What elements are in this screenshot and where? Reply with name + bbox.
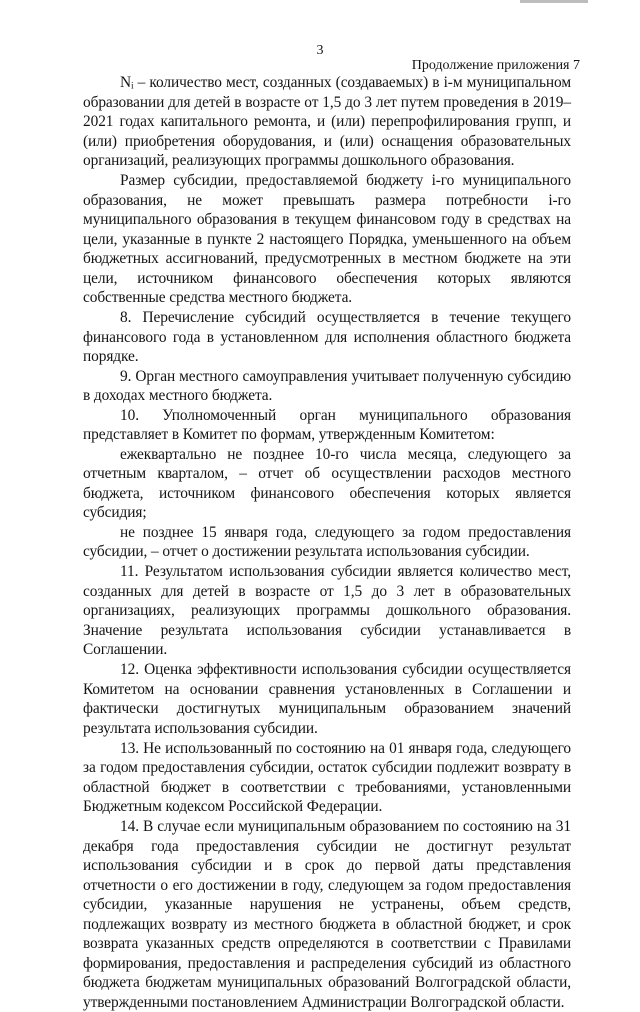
paragraph-14: 14. В случае если муниципальным образованием по состоянию на 31 декабря года предоставления субсидии не достигнут результат использования субсидии и в срок до первой даты представления отчетности о его достижении в году, следующем за годом предоставления субсидии, указанные нарушения не устранены, объем средств, подлежащих возврату из местного бюджета в областной бюджет, и срок возврата указанных средств определяются в соответствии с Правилами формирования, предоставления и распределения субсидий из областного бюджета бюджетам муниципальных образований Волгоградской области, утвержденными постановлением Администрации Волгоградской области. [83, 818, 571, 1011]
paragraph-10: 10. Уполномоченный орган муниципального образования представляет в Комитет по формам, утвержденным Комитетом: [83, 406, 571, 443]
paragraph-9: 9. Орган местного самоуправления учитывает полученную субсидию в доходах местного бюджета. [83, 367, 571, 404]
paragraph-ni-definition: Nᵢ – количество мест, созданных (создаваемых) в i-м муниципальном образовании для детей в возрасте от 1,5 до 3 лет путем проведения в 2019–2021 годах капитального ремонта, и (или) перепрофилирования групп, и (или) приобретения оборудования, и (или) оснащения образовательных организаций, реализующих программы дошкольного образования. [83, 74, 571, 169]
paragraph-13: 13. Не использованный по состоянию на 01 января года, следующего за годом предоставления субсидии, остаток субсидии подлежит возврату в областной бюджет в соответствии с требованиями, установленными Бюджетным кодексом Российской Федерации. [83, 739, 571, 815]
paragraph-subsidy-size: Размер субсидии, предоставляемой бюджету i-го муниципального образования, не может превышать размера потребности i-го муниципального образования в текущем финансовом году в средствах на цели, указанные в пункте 2 настоящего Порядка, уменьшенного на объем бюджетных ассигнований, предусмотренных в местном бюджете на эти цели, источником финансового обеспечения которых являются собственные средства местного бюджета. [83, 172, 571, 306]
page-number: 3 [316, 43, 324, 58]
appendix-continuation-note: Продолжение приложения 7 [411, 58, 580, 73]
paragraph-10-annual: не позднее 15 января года, следующего за годом предоставления субсидии, – отчет о достижении результата использования субсидии. [83, 523, 571, 560]
paragraph-8: 8. Перечисление субсидий осуществляется в течение текущего финансового года в установленном для исполнения областного бюджета порядке. [83, 309, 571, 365]
paragraph-10-quarterly: ежеквартально не позднее 10-го числа месяца, следующего за отчетным кварталом, – отчет об осуществлении расходов местного бюджета, источником финансового обеспечения которых является субсидия; [83, 445, 571, 521]
paragraph-12: 12. Оценка эффективности использования субсидии осуществляется Комитетом на основании сравнения установленных в Соглашении и фактически достигнутых муниципальным образованием значений результата использования субсидии. [83, 661, 571, 737]
document-body [83, 73, 571, 1012]
scan-corner-mark [520, 0, 588, 3]
paragraph-11: 11. Результатом использования субсидии является количество мест, созданных для детей в возрасте от 1,5 до 3 лет в образовательных организациях, реализующих программы дошкольного образования. Значение результата использования субсидии устанавливается в Соглашении. [83, 563, 571, 658]
